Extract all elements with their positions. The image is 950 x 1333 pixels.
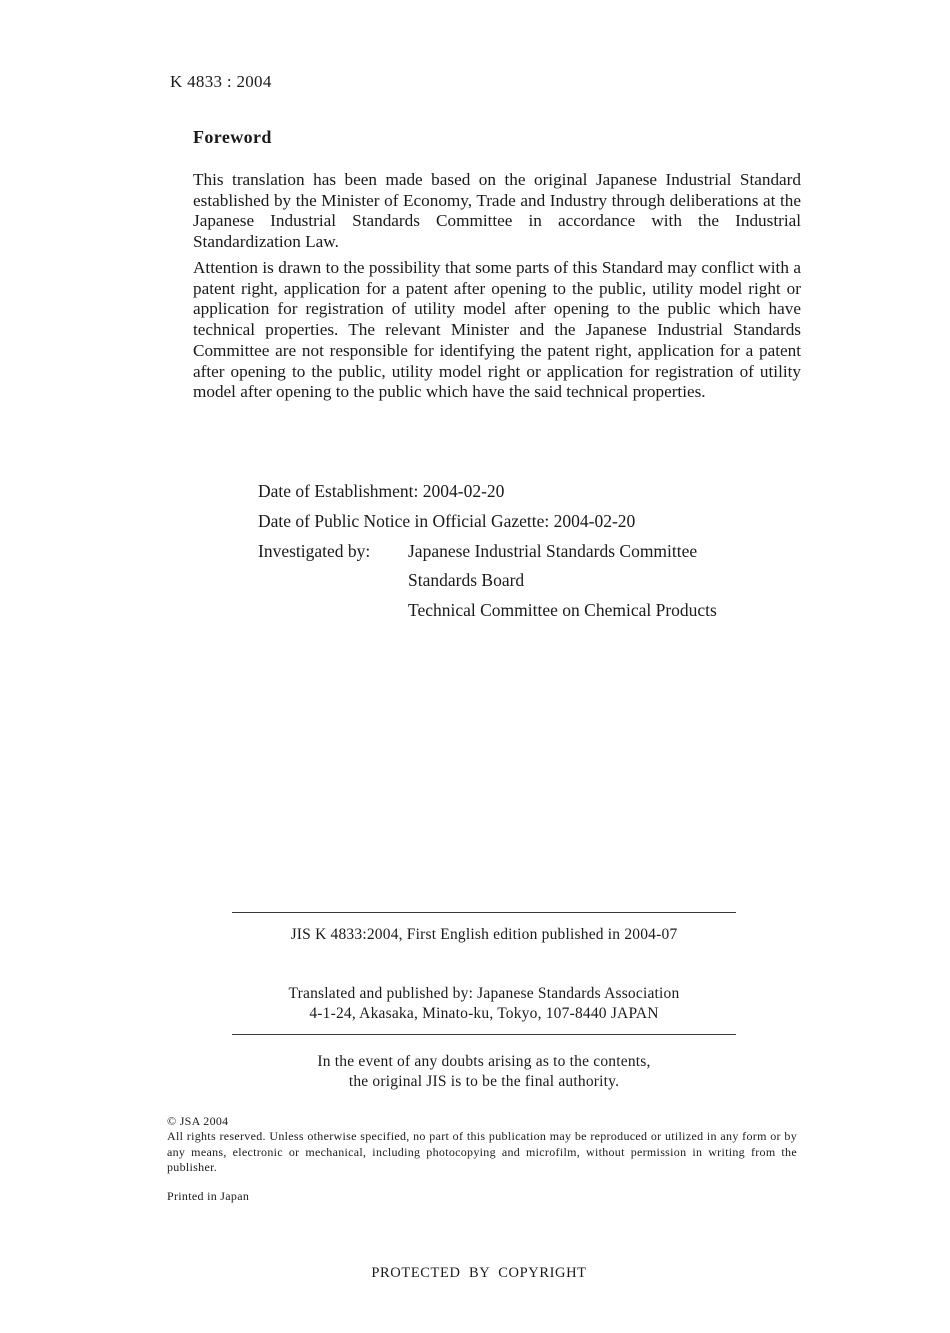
printed-in-japan: Printed in Japan (167, 1189, 250, 1203)
publisher-address: 4-1-24, Akasaka, Minato-ku, Tokyo, 107-8440 JAPAN (309, 1005, 659, 1022)
investigated-by-label: Investigated by: (258, 541, 371, 561)
authority-notice (200, 1052, 768, 1092)
investigator-technical-committee: Technical Committee on Chemical Products (408, 600, 717, 620)
authority-line-1: In the event of any doubts arising as to the contents, (317, 1053, 651, 1070)
rights-reserved-text: All rights reserved. Unless otherwise specified, no part of this publication may be reproduced or utilized in any form or by any means, electronic or mechanical, including photocopying and microfilm, without permission in writing from the publisher. (167, 1129, 797, 1174)
document-code: K 4833 : 2004 (170, 72, 272, 91)
edition-line: JIS K 4833:2004, First English edition published in 2004-07 (290, 926, 678, 943)
authority-line-2: the original JIS is to be the final authority. (348, 1073, 620, 1090)
protected-by-copyright-footer: PROTECTED BY COPYRIGHT (371, 1265, 587, 1281)
date-of-establishment: Date of Establishment: 2004-02-20 (258, 481, 505, 501)
foreword-paragraph-2: Attention is drawn to the possibility that some parts of this Standard may conflict with a patent right, application for a patent after opening to the public, utility model right or application for registration of utility model after opening to the public which have technical properties. The relevant Minister and the Japanese Industrial Standards Committee are not responsible for identifying the patent right, application for a patent after opening to the public, utility model right or application for registration of utility model after opening to the public which have the said technical properties. (193, 258, 801, 402)
date-of-public-notice: Date of Public Notice in Official Gazette: 2004-02-20 (258, 511, 636, 531)
translated-by-line: Translated and published by: Japanese Standards Association (288, 985, 680, 1002)
foreword-paragraph-1: This translation has been made based on the original Japanese Industrial Standard established by the Minister of Economy, Trade and Industry through deliberations at the Japanese Industrial Standards Committee in accordance with the Industrial Standardization Law. (193, 170, 801, 252)
investigator-jisc: Japanese Industrial Standards Committee (408, 541, 698, 561)
investigator-standards-board: Standards Board (408, 570, 525, 590)
divider-bottom (232, 1034, 736, 1035)
copyright-notice: © JSA 2004 (167, 1114, 229, 1128)
publisher-block (200, 984, 768, 1024)
foreword-heading: Foreword (193, 127, 272, 147)
divider-top (232, 912, 736, 913)
